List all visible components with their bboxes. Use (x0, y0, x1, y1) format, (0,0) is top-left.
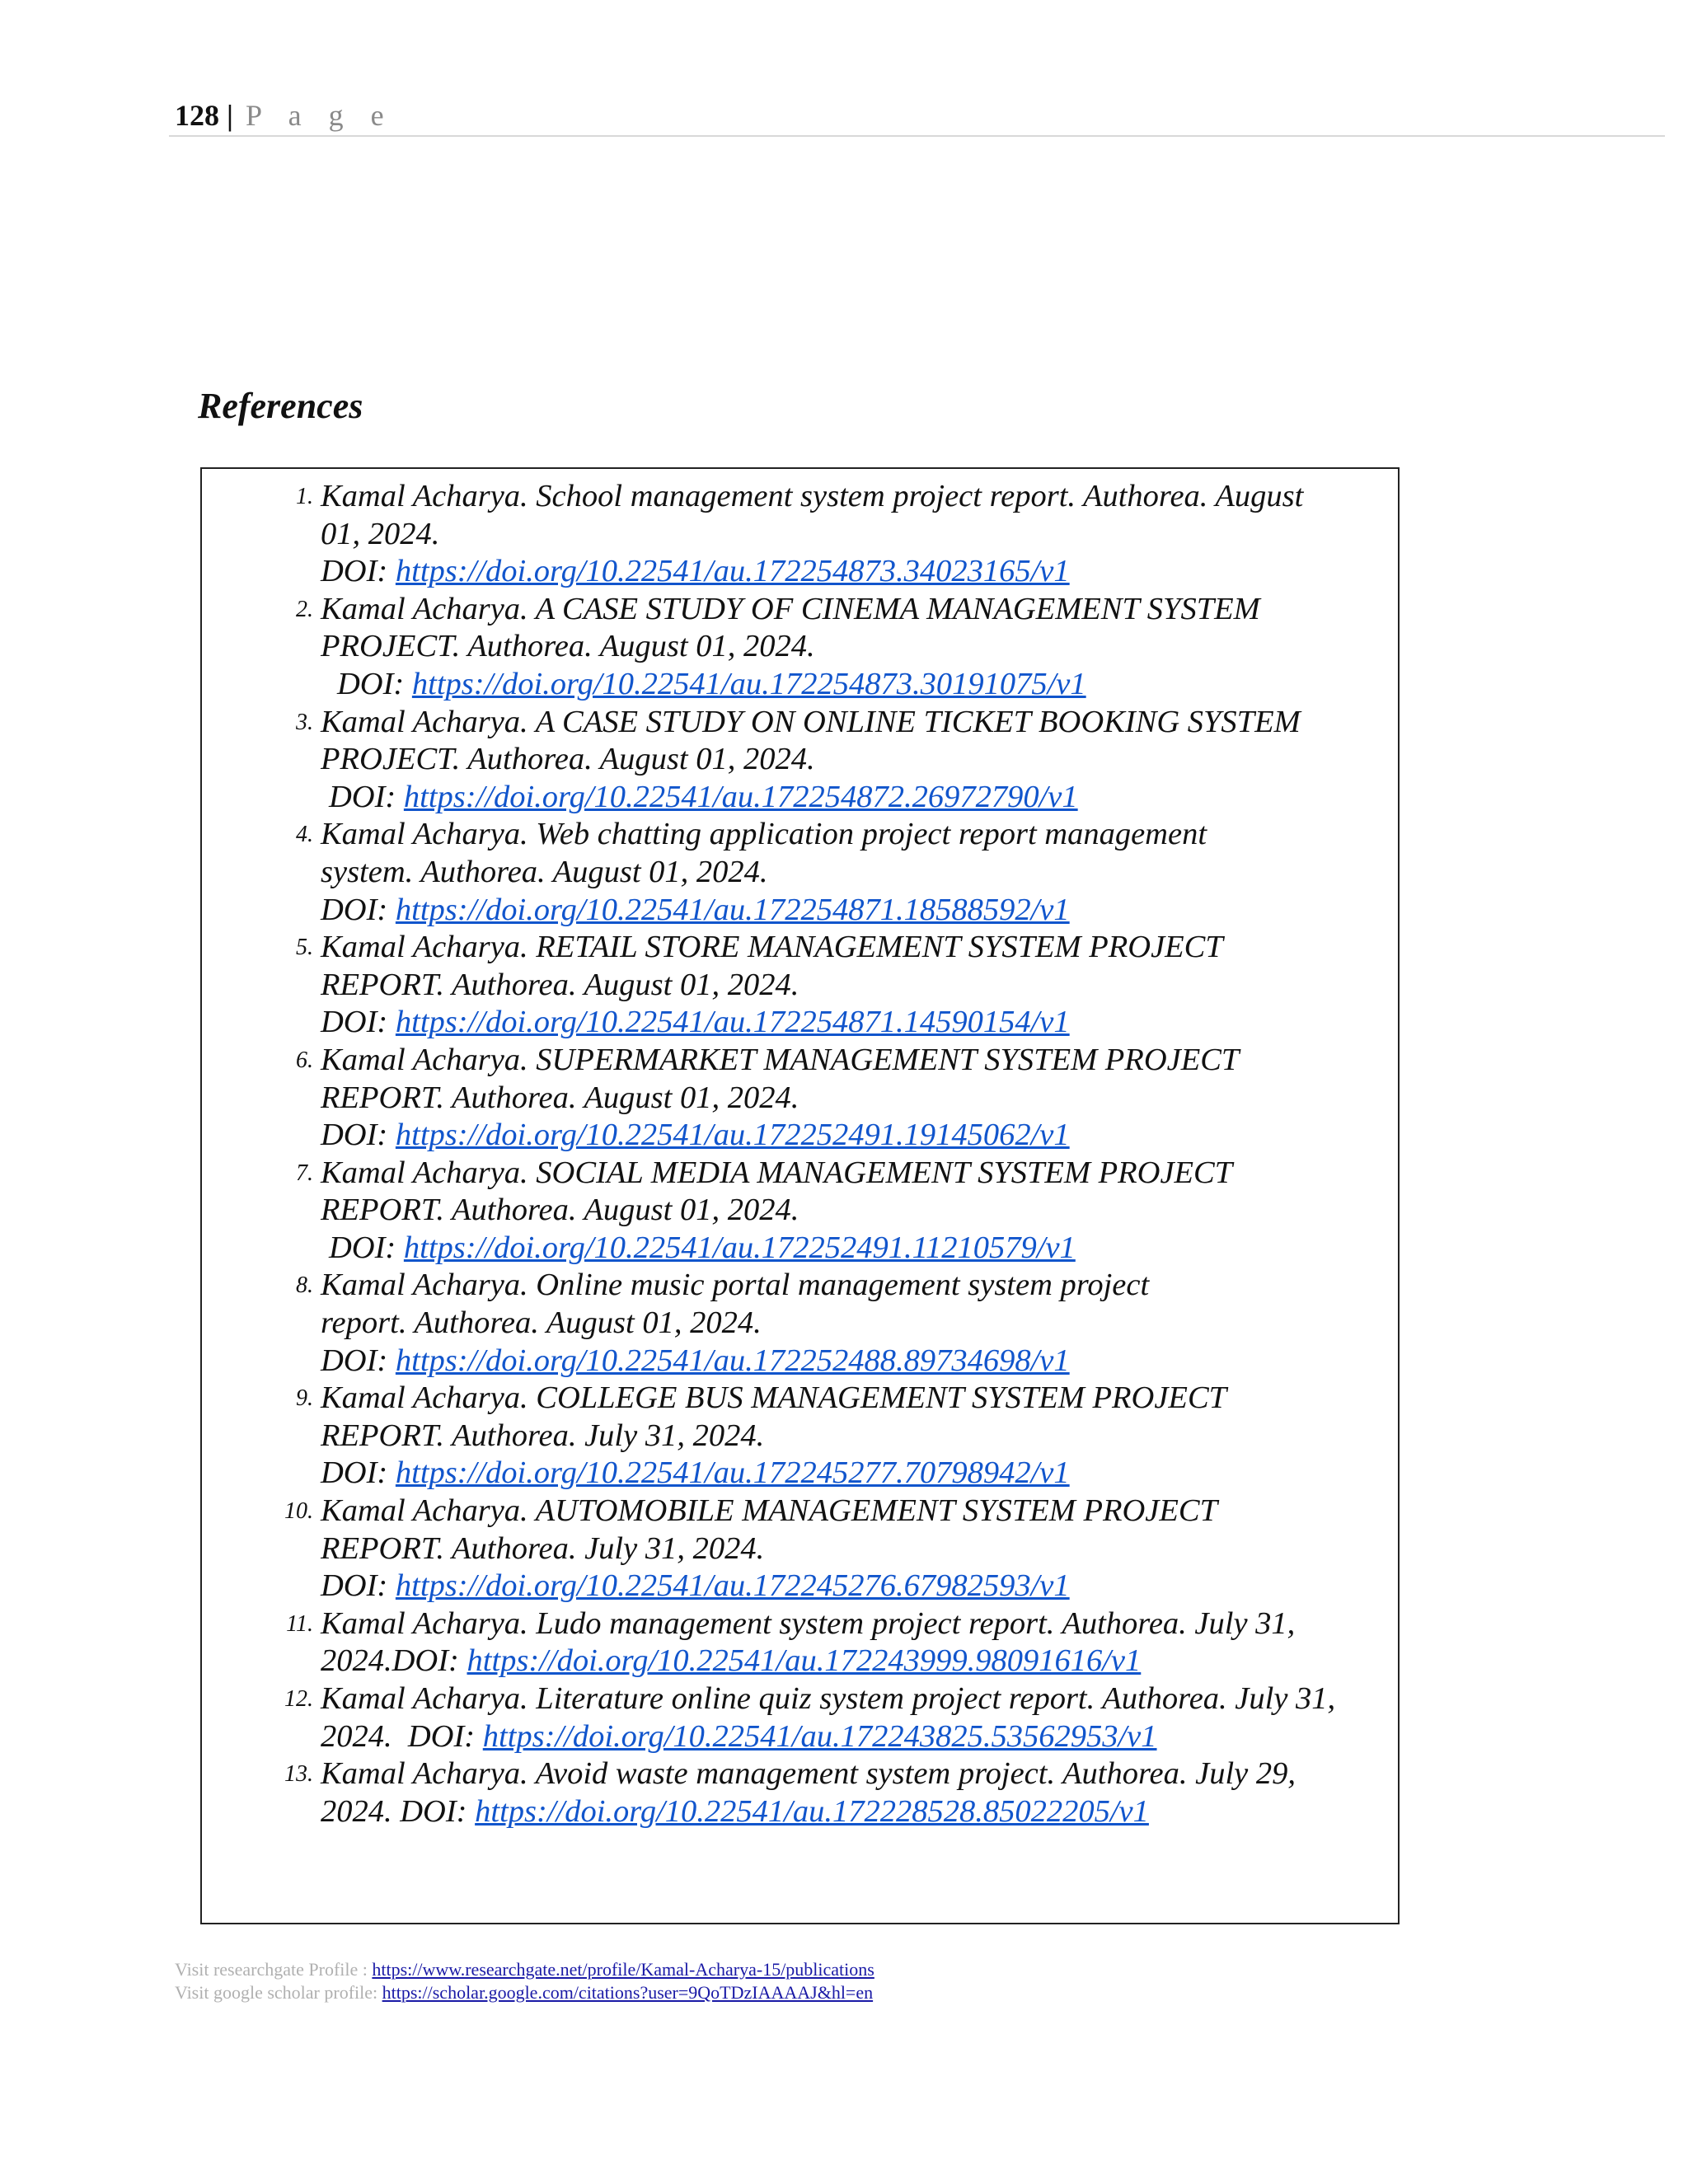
header-divider (169, 135, 1665, 137)
reference-number: 9. (296, 1385, 313, 1412)
doi-prefix: DOI: (329, 779, 404, 814)
reference-text-line: Kamal Acharya. SOCIAL MEDIA MANAGEMENT SYSTEM PROJECT (321, 1155, 1233, 1190)
doi-link[interactable]: https://doi.org/10.22541/au.172245277.70798942/v1 (395, 1455, 1070, 1491)
reference-item (202, 1155, 1398, 1268)
doi-prefix: DOI: (321, 892, 396, 927)
reference-item (202, 1042, 1398, 1155)
reference-doi-line (321, 779, 1373, 817)
doi-prefix: DOI: (329, 1230, 404, 1265)
reference-doi-line (321, 666, 1373, 704)
page-footer (175, 1958, 874, 2004)
reference-number: 7. (296, 1160, 313, 1186)
reference-item (202, 929, 1398, 1042)
reference-number: 11. (286, 1610, 313, 1637)
reference-text-line: Kamal Acharya. SUPERMARKET MANAGEMENT SYSTEM PROJECT (321, 1042, 1240, 1077)
reference-number: 3. (296, 709, 313, 735)
doi-link[interactable]: https://doi.org/10.22541/au.172252491.19145062/v1 (395, 1118, 1070, 1153)
reference-text-line: PROJECT. Authorea. August 01, 2024. (321, 629, 815, 664)
doi-link[interactable]: https://doi.org/10.22541/au.172254873.30191075/v1 (411, 666, 1086, 701)
reference-text-line: REPORT. Authorea. July 31, 2024. (321, 1418, 765, 1453)
reference-text-line: Kamal Acharya. AUTOMOBILE MANAGEMENT SYSTEM PROJECT (321, 1493, 1217, 1529)
reference-text-line: system. Authorea. August 01, 2024. (321, 854, 768, 889)
scholar-footer-line (175, 1981, 874, 2004)
reference-text-line: 01, 2024. (321, 516, 440, 551)
doi-prefix: DOI: (321, 1118, 396, 1153)
reference-number: 6. (296, 1047, 313, 1073)
doi-link[interactable]: https://doi.org/10.22541/au.172245276.67982593/v1 (395, 1568, 1070, 1604)
doi-prefix: DOI: (337, 666, 412, 701)
reference-number: 13. (284, 1761, 313, 1788)
researchgate-profile-link[interactable]: https://www.researchgate.net/profile/Kamal-Acharya-15/publications (372, 1959, 874, 1980)
references-box (200, 467, 1400, 1924)
doi-prefix: 2024. DOI: (321, 1718, 483, 1754)
doi-prefix: DOI: (321, 554, 396, 589)
reference-doi-line (321, 892, 1373, 930)
reference-text-line: Kamal Acharya. Ludo management system project report. Authorea. July 31, (321, 1605, 1296, 1641)
doi-prefix: DOI: (321, 1005, 396, 1040)
doi-link[interactable]: https://doi.org/10.22541/au.172254871.14590154/v1 (395, 1005, 1070, 1040)
reference-number: 12. (284, 1686, 313, 1712)
reference-text-line: Kamal Acharya. COLLEGE BUS MANAGEMENT SYSTEM PROJECT (321, 1380, 1227, 1416)
doi-link[interactable]: https://doi.org/10.22541/au.172254872.26972790/v1 (403, 779, 1078, 814)
reference-number: 1. (296, 484, 313, 509)
doi-link[interactable]: https://doi.org/10.22541/au.172228528.85022205/v1 (475, 1793, 1149, 1829)
reference-text-line: Kamal Acharya. A CASE STUDY OF CINEMA MANAGEMENT SYSTEM (321, 591, 1260, 626)
reference-number: 4. (296, 822, 313, 848)
reference-text-line: Kamal Acharya. Avoid waste management system project. Authorea. July 29, (321, 1756, 1296, 1792)
reference-doi-line (321, 1568, 1373, 1605)
reference-doi-line (321, 1004, 1373, 1042)
section-title: References (198, 386, 363, 426)
doi-link[interactable]: https://doi.org/10.22541/au.172252488.89734698/v1 (395, 1343, 1070, 1378)
reference-item (202, 1605, 1398, 1680)
researchgate-label: Visit researchgate Profile : (175, 1959, 373, 1980)
reference-item (202, 478, 1398, 591)
scholar-profile-link[interactable]: https://scholar.google.com/citations?user=9QoTDzIAAAAJ&hl=en (382, 1982, 874, 2003)
reference-text-line: REPORT. Authorea. August 01, 2024. (321, 1193, 799, 1228)
reference-item (202, 1755, 1398, 1830)
reference-text-line: REPORT. Authorea. August 01, 2024. (321, 967, 799, 1002)
reference-text-line: Kamal Acharya. Online music portal management system project (321, 1268, 1150, 1303)
doi-link[interactable]: https://doi.org/10.22541/au.172243999.98091616/v1 (467, 1643, 1142, 1679)
page-separator: | (227, 99, 233, 132)
doi-prefix: DOI: (321, 1343, 396, 1378)
doi-prefix: DOI: (321, 1568, 396, 1604)
reference-text-line: PROJECT. Authorea. August 01, 2024. (321, 742, 815, 777)
reference-doi-line (321, 1643, 1373, 1680)
reference-doi-line (321, 553, 1373, 591)
reference-number: 10. (284, 1498, 313, 1525)
reference-text-line: Kamal Acharya. Web chatting application project report management (321, 817, 1207, 852)
doi-link[interactable]: https://doi.org/10.22541/au.172252491.11210579/v1 (403, 1230, 1076, 1265)
page-label: P a g e (245, 99, 394, 132)
reference-text-line: Kamal Acharya. Literature online quiz system project report. Authorea. July 31, (321, 1681, 1336, 1716)
reference-doi-line (321, 1455, 1373, 1493)
reference-doi-line (321, 1343, 1373, 1380)
reference-number: 5. (296, 935, 313, 961)
reference-doi-line (321, 1117, 1373, 1155)
reference-doi-line (321, 1718, 1373, 1756)
reference-item (202, 1267, 1398, 1380)
reference-number: 2. (296, 596, 313, 622)
researchgate-footer-line (175, 1958, 874, 1981)
reference-doi-line (321, 1793, 1373, 1831)
reference-doi-line (321, 1230, 1373, 1268)
reference-text-line: report. Authorea. August 01, 2024. (321, 1305, 762, 1341)
scholar-label: Visit google scholar profile: (175, 1982, 382, 2003)
reference-text-line: REPORT. Authorea. August 01, 2024. (321, 1080, 799, 1115)
page-header (175, 97, 394, 134)
reference-item (202, 704, 1398, 817)
doi-link[interactable]: https://doi.org/10.22541/au.172254871.18588592/v1 (395, 892, 1070, 927)
reference-text-line: REPORT. Authorea. July 31, 2024. (321, 1530, 765, 1566)
reference-item (202, 1380, 1398, 1493)
reference-list (202, 478, 1398, 1830)
reference-item (202, 816, 1398, 929)
reference-item (202, 1680, 1398, 1755)
doi-link[interactable]: https://doi.org/10.22541/au.172254873.34023165/v1 (395, 554, 1070, 589)
doi-prefix: 2024.DOI: (321, 1643, 467, 1679)
page-number: 128 (175, 99, 219, 132)
reference-text-line: Kamal Acharya. A CASE STUDY ON ONLINE TICKET BOOKING SYSTEM (321, 704, 1301, 739)
reference-number: 8. (296, 1272, 313, 1299)
doi-prefix: 2024. DOI: (321, 1793, 476, 1829)
doi-link[interactable]: https://doi.org/10.22541/au.172243825.53562953/v1 (482, 1718, 1157, 1754)
reference-item (202, 591, 1398, 704)
reference-item (202, 1493, 1398, 1605)
reference-text-line: Kamal Acharya. School management system project report. Authorea. August (321, 479, 1304, 513)
doi-prefix: DOI: (321, 1455, 396, 1491)
reference-text-line: Kamal Acharya. RETAIL STORE MANAGEMENT SYSTEM PROJECT (321, 930, 1223, 965)
